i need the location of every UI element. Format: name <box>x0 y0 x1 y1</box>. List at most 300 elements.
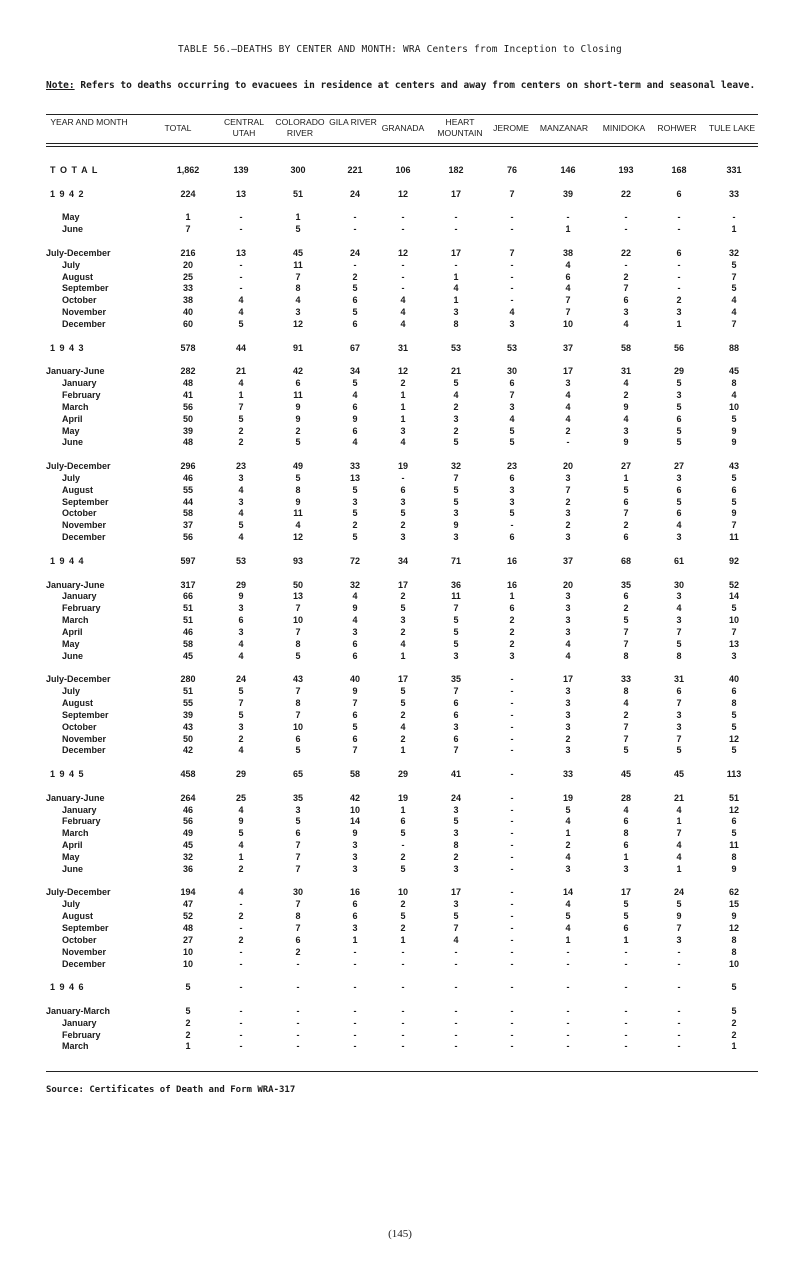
row-spacer <box>46 781 758 793</box>
table-cell: 6 <box>623 295 629 306</box>
table-cell: 3 <box>565 603 571 614</box>
table-cell: 6 <box>676 188 682 199</box>
table-cell: 4 <box>352 437 358 448</box>
table-cell: 58 <box>182 508 193 519</box>
table-row <box>46 1006 758 1018</box>
table-cell: 3 <box>676 721 682 732</box>
table-cell: 41 <box>182 390 193 401</box>
row-label: July <box>62 899 81 910</box>
table-row <box>46 615 758 627</box>
table-cell: 9 <box>295 496 301 507</box>
table-cell: 4 <box>676 840 682 851</box>
table-cell: 5 <box>453 484 459 495</box>
table-cell: 1 <box>400 401 406 412</box>
table-cell: 2 <box>509 626 515 637</box>
table-cell: 3 <box>453 307 459 318</box>
table-cell: 36 <box>450 579 461 590</box>
table-cell: 12 <box>728 923 739 933</box>
table-cell: 58 <box>349 769 360 780</box>
table-cell: 24 <box>349 247 360 258</box>
table-cell: 4 <box>623 318 629 329</box>
table-cell: 19 <box>397 461 408 472</box>
table-row <box>46 307 758 319</box>
table-row <box>46 461 758 473</box>
table-cell: - <box>454 259 458 270</box>
table-cell: 4 <box>565 650 571 661</box>
table-cell: 3 <box>238 472 244 483</box>
row-label: March <box>62 401 89 412</box>
table-cell: 6 <box>509 532 515 543</box>
table-cell: 2 <box>509 638 515 649</box>
table-cell: - <box>510 769 514 780</box>
table-cell: 3 <box>565 591 571 602</box>
table-cell: 1 <box>400 804 406 815</box>
table-cell: - <box>624 1029 628 1040</box>
table-cell: 7 <box>453 603 459 614</box>
table-cell: 3 <box>731 650 737 661</box>
row-spacer <box>46 331 758 343</box>
table-cell: - <box>510 804 514 815</box>
table-cell: 30 <box>506 366 517 377</box>
table-cell: 4 <box>565 851 571 862</box>
table-cell: 1 <box>676 816 682 827</box>
table-cell: 16 <box>349 887 360 898</box>
table-cell: - <box>401 946 405 957</box>
table-cell: 4 <box>676 851 682 862</box>
table-cell: 15 <box>728 899 739 910</box>
table-cell: 3 <box>676 472 682 483</box>
table-cell: 3 <box>453 721 459 732</box>
table-cell: 7 <box>295 899 301 910</box>
table-body <box>46 165 758 1053</box>
table-cell: - <box>510 934 514 945</box>
col-header: HEART MOUNTAIN <box>437 117 483 138</box>
table-cell: 13 <box>349 472 360 483</box>
table-cell: 27 <box>673 461 684 472</box>
table-cell: 4 <box>295 520 301 531</box>
table-cell: 1 <box>238 851 244 862</box>
table-cell: 8 <box>295 911 301 922</box>
table-cell: - <box>677 271 681 282</box>
table-cell: 5 <box>731 828 737 839</box>
table-row <box>46 580 758 592</box>
table-cell: - <box>454 958 458 969</box>
table-row <box>46 497 758 509</box>
row-label: July <box>62 259 81 270</box>
table-cell: 3 <box>565 709 571 720</box>
table-cell: 3 <box>565 745 571 756</box>
table-cell: - <box>401 1005 405 1016</box>
table-cell: 4 <box>400 437 406 448</box>
table-row <box>46 805 758 817</box>
table-cell: 7 <box>295 686 301 697</box>
table-cell: 72 <box>349 555 360 566</box>
table-cell: 9 <box>453 520 459 531</box>
table-cell: 5 <box>676 401 682 412</box>
table-cell: 30 <box>673 579 684 590</box>
table-cell: - <box>353 1029 357 1040</box>
table-cell: 5 <box>453 378 459 389</box>
table-row <box>46 260 758 272</box>
table-cell: 6 <box>400 816 406 827</box>
row-label: July-December <box>46 247 111 258</box>
table-cell: 33 <box>562 769 573 780</box>
table-note <box>46 80 758 91</box>
row-label: March <box>62 1041 89 1052</box>
table-cell: 9 <box>676 911 682 922</box>
table-cell: 17 <box>450 887 461 898</box>
table-cell: 40 <box>182 307 193 318</box>
table-cell: - <box>510 697 514 708</box>
table-cell: - <box>510 1041 514 1052</box>
table-cell: 55 <box>182 484 193 495</box>
table-cell: 40 <box>349 674 360 685</box>
table-cell: 331 <box>726 165 742 175</box>
table-cell: 43 <box>728 461 739 472</box>
row-label: June <box>62 650 84 661</box>
table-cell: 1 <box>623 934 629 945</box>
table-cell: 51 <box>728 792 739 803</box>
table-row <box>46 272 758 284</box>
table-cell: 5 <box>623 745 629 756</box>
table-cell: 3 <box>565 697 571 708</box>
table-cell: 20 <box>562 579 573 590</box>
table-cell: 3 <box>400 615 406 626</box>
table-cell: 224 <box>180 188 196 199</box>
header-top-rule <box>46 114 758 115</box>
table-cell: 8 <box>676 650 682 661</box>
table-cell: 1 <box>731 1041 737 1052</box>
table-cell: 17 <box>450 247 461 258</box>
row-label: January-June <box>46 366 105 377</box>
table-cell: 4 <box>731 307 737 318</box>
table-cell: 7 <box>676 828 682 839</box>
table-cell: 4 <box>623 697 629 708</box>
table-cell: 9 <box>352 413 358 424</box>
table-cell: - <box>677 1005 681 1016</box>
row-spacer <box>46 201 758 213</box>
table-row <box>46 212 758 224</box>
table-cell: - <box>239 224 243 235</box>
table-cell: - <box>239 923 243 933</box>
table-cell: 36 <box>182 863 193 874</box>
table-row <box>46 390 758 402</box>
table-cell: 6 <box>400 484 406 495</box>
table-cell: 282 <box>180 366 196 377</box>
table-cell: 8 <box>731 851 737 862</box>
table-cell: - <box>624 946 628 957</box>
table-cell: 3 <box>238 626 244 637</box>
table-cell: 5 <box>731 259 737 270</box>
table-cell: - <box>677 224 681 235</box>
table-cell: 45 <box>673 769 684 780</box>
table-cell: 1 <box>623 472 629 483</box>
table-cell: 9 <box>731 863 737 874</box>
table-cell: 3 <box>453 899 459 910</box>
table-cell: 51 <box>182 615 193 626</box>
table-cell: 3 <box>453 650 459 661</box>
table-cell: 4 <box>238 638 244 649</box>
table-cell: - <box>566 212 570 223</box>
row-label: March <box>62 828 89 839</box>
table-cell: 8 <box>623 686 629 697</box>
table-cell: 3 <box>676 615 682 626</box>
table-cell: 2 <box>238 934 244 945</box>
table-cell: - <box>239 1005 243 1016</box>
table-cell: 3 <box>676 709 682 720</box>
table-cell: 5 <box>352 484 358 495</box>
table-cell: - <box>454 982 458 993</box>
table-cell: 7 <box>676 697 682 708</box>
table-cell: 3 <box>453 804 459 815</box>
table-cell: 7 <box>623 721 629 732</box>
col-header: GRANADA <box>381 123 425 133</box>
table-cell: 21 <box>235 366 246 377</box>
table-cell: 5 <box>238 520 244 531</box>
row-label: August <box>62 911 93 922</box>
table-cell: 8 <box>453 840 459 851</box>
table-cell: 5 <box>623 615 629 626</box>
table-cell: 7 <box>453 745 459 756</box>
table-cell: 48 <box>182 378 193 389</box>
table-row <box>46 840 758 852</box>
table-cell: 92 <box>728 555 739 566</box>
col-header: CENTRAL UTAH <box>223 117 265 138</box>
table-cell: 5 <box>352 378 358 389</box>
table-cell: 5 <box>352 307 358 318</box>
table-cell: 7 <box>731 520 737 531</box>
table-cell: 2 <box>400 709 406 720</box>
table-cell: - <box>566 1029 570 1040</box>
table-row <box>46 745 758 757</box>
table-cell: 56 <box>182 816 193 827</box>
table-cell: 9 <box>731 437 737 448</box>
table-cell: 5 <box>400 911 406 922</box>
table-cell: 1 <box>565 224 571 235</box>
table-cell: 4 <box>238 295 244 306</box>
table-cell: 7 <box>731 318 737 329</box>
table-cell: 3 <box>295 307 301 318</box>
table-cell: 51 <box>182 686 193 697</box>
table-cell: 22 <box>620 188 631 199</box>
table-cell: 56 <box>182 401 193 412</box>
row-label: April <box>62 840 83 851</box>
table-cell: 1 <box>185 1041 191 1052</box>
table-cell: 5 <box>509 425 515 436</box>
table-cell: 4 <box>453 390 459 401</box>
table-cell: 47 <box>182 899 193 910</box>
table-cell: 3 <box>676 532 682 543</box>
table-row <box>46 343 758 355</box>
table-cell: 51 <box>292 188 303 199</box>
table-row <box>46 923 758 935</box>
table-cell: 11 <box>729 840 739 851</box>
table-cell: - <box>401 212 405 223</box>
table-cell: 5 <box>295 224 301 235</box>
row-label: October <box>62 721 97 732</box>
table-cell: 3 <box>565 863 571 874</box>
table-cell: 6 <box>352 318 358 329</box>
table-cell: 10 <box>182 946 193 957</box>
table-cell: 4 <box>565 899 571 910</box>
table-row <box>46 674 758 686</box>
table-cell: - <box>510 851 514 862</box>
table-cell: 4 <box>400 638 406 649</box>
table-cell: 31 <box>620 366 631 377</box>
table-cell: 3 <box>352 923 358 933</box>
table-cell: 3 <box>509 650 515 661</box>
row-label: November <box>62 946 107 957</box>
table-cell: 6 <box>731 484 737 495</box>
table-cell: 9 <box>623 401 629 412</box>
table-cell: - <box>401 958 405 969</box>
table-cell: 3 <box>352 496 358 507</box>
table-cell: 9 <box>731 425 737 436</box>
table-cell: 2 <box>400 591 406 602</box>
table-cell: 168 <box>671 165 687 175</box>
table-cell: 5 <box>453 496 459 507</box>
table-cell: 2 <box>295 425 301 436</box>
row-label: January <box>62 1017 97 1028</box>
table-cell: 5 <box>731 1005 737 1016</box>
table-cell: - <box>296 958 300 969</box>
table-row <box>46 816 758 828</box>
table-cell: 5 <box>509 437 515 448</box>
row-label: May <box>62 212 80 223</box>
table-cell: 6 <box>352 401 358 412</box>
table-cell: 91 <box>292 342 303 353</box>
table-cell: 53 <box>506 342 517 353</box>
table-cell: 6 <box>453 697 459 708</box>
table-cell: 62 <box>728 887 739 898</box>
table-cell: 50 <box>182 413 193 424</box>
table-cell: 3 <box>453 508 459 519</box>
table-cell: 5 <box>565 911 571 922</box>
table-cell: 5 <box>352 283 358 294</box>
table-cell: 458 <box>180 769 196 780</box>
table-cell: 3 <box>623 425 629 436</box>
table-cell: 5 <box>676 378 682 389</box>
table-cell: 4 <box>400 318 406 329</box>
table-cell: 7 <box>295 863 301 874</box>
table-cell: 7 <box>453 923 459 933</box>
table-cell: 4 <box>731 295 737 306</box>
table-cell: 7 <box>731 626 737 637</box>
table-cell: - <box>401 1029 405 1040</box>
row-label: January-June <box>46 579 105 590</box>
table-cell: 39 <box>182 709 193 720</box>
table-cell: 1 <box>400 745 406 756</box>
table-cell: 4 <box>238 532 244 543</box>
table-cell: - <box>677 946 681 957</box>
table-cell: - <box>353 259 357 270</box>
table-cell: 3 <box>565 686 571 697</box>
table-cell: 6 <box>295 733 301 744</box>
row-spacer <box>46 236 758 248</box>
table-cell: 9 <box>238 816 244 827</box>
table-cell: 6 <box>295 828 301 839</box>
table-cell: 3 <box>509 318 515 329</box>
table-cell: 7 <box>509 188 515 199</box>
table-cell: 6 <box>623 840 629 851</box>
table-cell: 1 <box>185 212 191 223</box>
table-cell: 317 <box>180 579 196 590</box>
table-cell: 7 <box>238 401 244 412</box>
table-cell: 14 <box>349 816 360 827</box>
table-cell: - <box>239 1029 243 1040</box>
table-cell: - <box>353 982 357 993</box>
table-cell: 296 <box>180 461 196 472</box>
table-cell: 44 <box>182 496 193 507</box>
table-cell: 1 <box>295 212 301 223</box>
table-cell: 5 <box>676 425 682 436</box>
table-cell: 10 <box>728 615 739 626</box>
table-cell: 5 <box>676 437 682 448</box>
col-header: MINIDOKA <box>602 123 646 133</box>
table-cell: 9 <box>352 603 358 614</box>
table-cell: 27 <box>182 934 193 945</box>
row-label: August <box>62 697 93 708</box>
table-row <box>46 947 758 959</box>
table-cell: 2 <box>400 733 406 744</box>
table-cell: 106 <box>395 165 411 175</box>
table-cell: - <box>296 1017 300 1028</box>
table-cell: - <box>624 958 628 969</box>
table-cell: 46 <box>182 472 193 483</box>
table-cell: 6 <box>623 816 629 827</box>
table-cell: 3 <box>565 721 571 732</box>
table-cell: 4 <box>400 307 406 318</box>
table-cell: 2 <box>731 1017 737 1028</box>
table-row <box>46 520 758 532</box>
table-cell: - <box>510 946 514 957</box>
table-cell: 2 <box>623 603 629 614</box>
table-cell: 5 <box>623 484 629 495</box>
table-cell: 2 <box>565 733 571 744</box>
table-cell: 29 <box>235 579 246 590</box>
table-cell: 7 <box>295 603 301 614</box>
table-cell: 49 <box>292 461 303 472</box>
table-cell: 45 <box>182 650 193 661</box>
table-row <box>46 935 758 947</box>
table-cell: 7 <box>295 851 301 862</box>
table-cell: 4 <box>509 307 515 318</box>
table-cell: 12 <box>728 733 739 744</box>
row-label: July-December <box>46 461 111 472</box>
row-label: July-December <box>46 887 111 898</box>
table-cell: - <box>624 1005 628 1016</box>
table-cell: 5 <box>238 413 244 424</box>
table-cell: 3 <box>565 472 571 483</box>
table-row <box>46 1041 758 1053</box>
table-cell: - <box>239 982 243 993</box>
row-label: January <box>62 804 97 815</box>
table-row <box>46 378 758 390</box>
table-cell: - <box>510 828 514 839</box>
row-spacer <box>46 177 758 189</box>
table-row <box>46 473 758 485</box>
table-cell: 35 <box>292 792 303 803</box>
table-cell: 1 <box>731 224 737 235</box>
table-cell: 6 <box>731 816 737 827</box>
table-cell: 17 <box>620 887 631 898</box>
table-row <box>46 591 758 603</box>
table-cell: 4 <box>565 816 571 827</box>
note-text: Refers to deaths occurring to evacuees in residence at centers and away from centers on short-term and seasonal leave. <box>80 80 756 91</box>
table-cell: 5 <box>400 603 406 614</box>
table-bottom-rule <box>46 1071 758 1072</box>
table-cell: 2 <box>565 840 571 851</box>
